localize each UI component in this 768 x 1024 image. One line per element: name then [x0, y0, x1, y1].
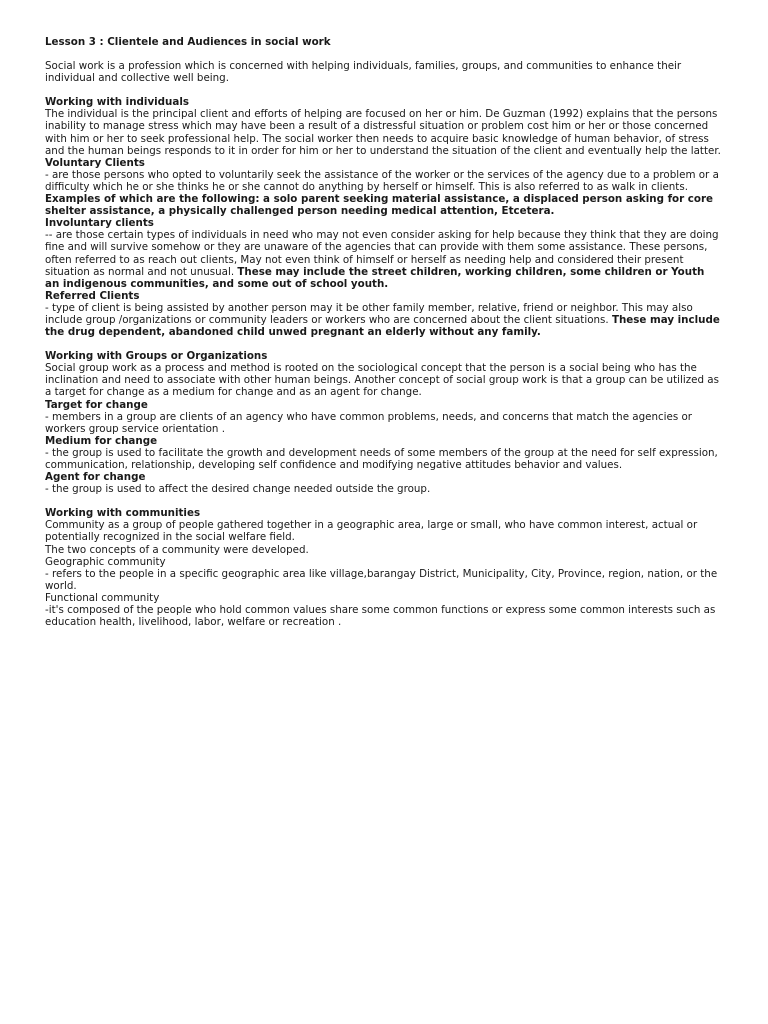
subheading-geographic-community: Geographic community [45, 555, 166, 568]
involuntary-clients-examples: These may include the street children, working children, some children or Youth an indigenous communities, and some out of school youth. [45, 265, 705, 290]
involuntary-clients-paragraph [45, 229, 722, 289]
subheading-functional-community: Functional community [45, 591, 160, 604]
geographic-community-paragraph: - refers to the people in a specific geographic area like village,barangay District, Municipality, City, Province, region, nation, or the world. [45, 567, 718, 592]
section-heading-communities: Working with communities [45, 507, 201, 520]
subheading-referred-clients: Referred Clients [45, 289, 140, 302]
subheading-agent-for-change: Agent for change [45, 471, 146, 484]
voluntary-clients-text: - are those persons who opted to voluntarily seek the assistance of the worker or the services of the agency due to a problem or a difficulty which he or she thinks he or she cannot do anything by herself or himself. This is also referred to as walk in clients. [45, 168, 719, 193]
referred-clients-examples: These may include the drug dependent, abandoned child unwed pregnant an elderly without any family. [45, 313, 720, 339]
subheading-voluntary-clients: Voluntary Clients [45, 156, 145, 169]
section-heading-groups: Working with Groups or Organizations [45, 350, 268, 363]
involuntary-clients-text: -- are those certain types of individuals in need who may not even consider asking for help because they think that they are doing fine and will survive somehow or they are unaware of the agencies that can provide with them some assistance. These persons, often referred to as reach out clients, May not even think of himself or herself as needing help and considered their present situation as normal and not unusual. [45, 229, 719, 278]
subheading-involuntary-clients: Involuntary clients [45, 217, 154, 230]
individuals-paragraph: The individual is the principal client and efforts of helping are focused on her or him. De Guzman (1992) explains that the persons inability to manage stress which may have been a result of a distressful situation or problem cost him or her or those concerned with him or her to seek professional help. The social worker then needs to acquire basic knowledge of human behavior, of stress and the human beings responds to it in order for him or her to understand the situation of the client and eventually help the latter. [45, 108, 721, 157]
target-for-change-paragraph: - members in a group are clients of an agency who have common problems, needs, and concerns that match the agencies or workers group service orientation . [45, 410, 693, 435]
voluntary-clients-examples: Examples of which are the following: a solo parent seeking material assistance, a displaced person asking for core shelter assistance, a physically challenged person needing medical attention, Etcetera. [45, 193, 714, 218]
communities-paragraph: Community as a group of people gathered together in a geographic area, large or small, who have common interest, actual or potentially recognized in the social welfare field. [45, 519, 698, 544]
agent-for-change-paragraph: - the group is used to affect the desired change needed outside the group. [45, 483, 431, 496]
subheading-target-for-change: Target for change [45, 398, 148, 411]
lesson-title: Lesson 3 : Clientele and Audiences in social work [45, 36, 331, 48]
two-concepts-line: The two concepts of a community were developed. [45, 543, 309, 556]
section-heading-individuals: Working with individuals [45, 96, 189, 109]
referred-clients-paragraph [45, 302, 722, 338]
medium-for-change-paragraph: - the group is used to facilitate the growth and development needs of some members of the group at the need for self expression, communication, relationship, developing self confidence and modifying negative attitudes behavior and values. [45, 446, 718, 471]
functional-community-paragraph: -it's composed of the people who hold common values share some common functions or express some common interests such as education health, livelihood, labor, welfare or recreation . [45, 604, 716, 629]
voluntary-clients-paragraph [45, 169, 722, 217]
groups-paragraph: Social group work as a process and method is rooted on the sociological concept that the person is a social being who has the inclination and need to associate with other human beings. Another concept of social group work is that a group can be utilized as a target for change as a medium for change and as an agent for change. [45, 362, 719, 399]
subheading-medium-for-change: Medium for change [45, 434, 158, 447]
referred-clients-text: - type of client is being assisted by another person may it be other family member, relative, friend or neighbor. This may also include group /organizations or community leaders or workers who are concerned about the client situations. [45, 301, 693, 326]
intro-paragraph: Social work is a profession which is concerned with helping individuals, families, groups, and communities to enhance their individual and collective well being. [45, 60, 682, 85]
